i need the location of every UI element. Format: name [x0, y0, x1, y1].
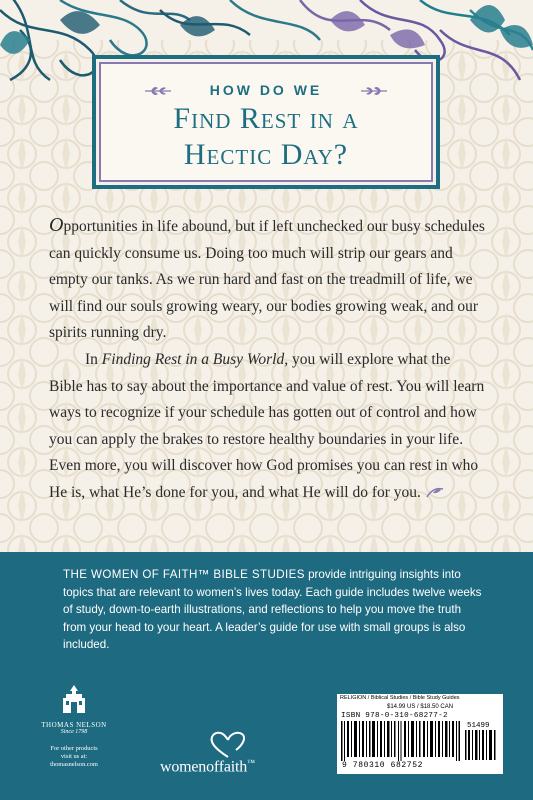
book-title: Finding Rest in a Busy World, [101, 350, 289, 368]
drop-cap: O [49, 214, 64, 236]
heart-logo-icon [208, 730, 248, 760]
publisher-name: THOMAS NELSON [41, 721, 107, 729]
category-text: RELIGION / Biblical Studies / Bible Study Guides [340, 695, 460, 701]
title-frame [92, 55, 440, 189]
women-of-faith-wordmark: womenoffaith™ [160, 758, 255, 776]
question-line-3: Hectic Day? [183, 138, 349, 171]
addon-barcode [465, 730, 497, 760]
isbn-text: ISBN 978-0-310-68277-2 [341, 712, 448, 720]
addon-number: 51499 [467, 722, 490, 730]
publisher-website-note: For other products visit us at: thomasnelson.com [50, 745, 98, 768]
barcode-label [337, 694, 503, 774]
question-line-2: Find Rest in a [173, 102, 359, 135]
paragraph-2: In Finding Rest in a Busy World, you will explore what the Bible has to say about the importance and value of rest. You will learn ways to recognize if your schedule has gotten out of control and how you can apply the brakes to restore healthy boundaries in your life. Even more, you will discover how God promises you can rest in who He is, what He’s done for you, and what He will do for you. [49, 350, 485, 501]
series-description: THE WOMEN OF FAITH™ BIBLE STUDIES provide intriguing insights into topics that are relevant to women’s lives today. Each guide includes twelve weeks of study, down-to-earth illustrations, and reflections to help you move the truth from your head to your heart. A leader’s guide for use with small groups is also included. [63, 568, 482, 651]
title-panel [99, 62, 433, 182]
paragraph-1: Opportunities in life abound, but if left unchecked our busy schedules can quickly consume us. Doing too much will strip our gears and empty our tanks. As we run hard and fast on the treadmill of life, we will find our souls growing weary, our bodies growing weak, and our spirits running dry. [49, 214, 485, 342]
publisher-since: Since 1798 [60, 729, 88, 735]
thomas-nelson-logo [38, 684, 110, 769]
price-text: $14.99 US / $18.50 CAN [387, 704, 454, 710]
description-text [49, 212, 487, 507]
building-logo-icon [61, 684, 87, 714]
barcode-number: 9 780310 682752 [342, 761, 424, 770]
ean-barcode [341, 721, 461, 761]
question-line-1: HOW DO WE [209, 82, 323, 98]
leaf-end-mark-icon [425, 487, 445, 499]
series-name: THE WOMEN OF FAITH™ BIBLE STUDIES [63, 568, 305, 581]
